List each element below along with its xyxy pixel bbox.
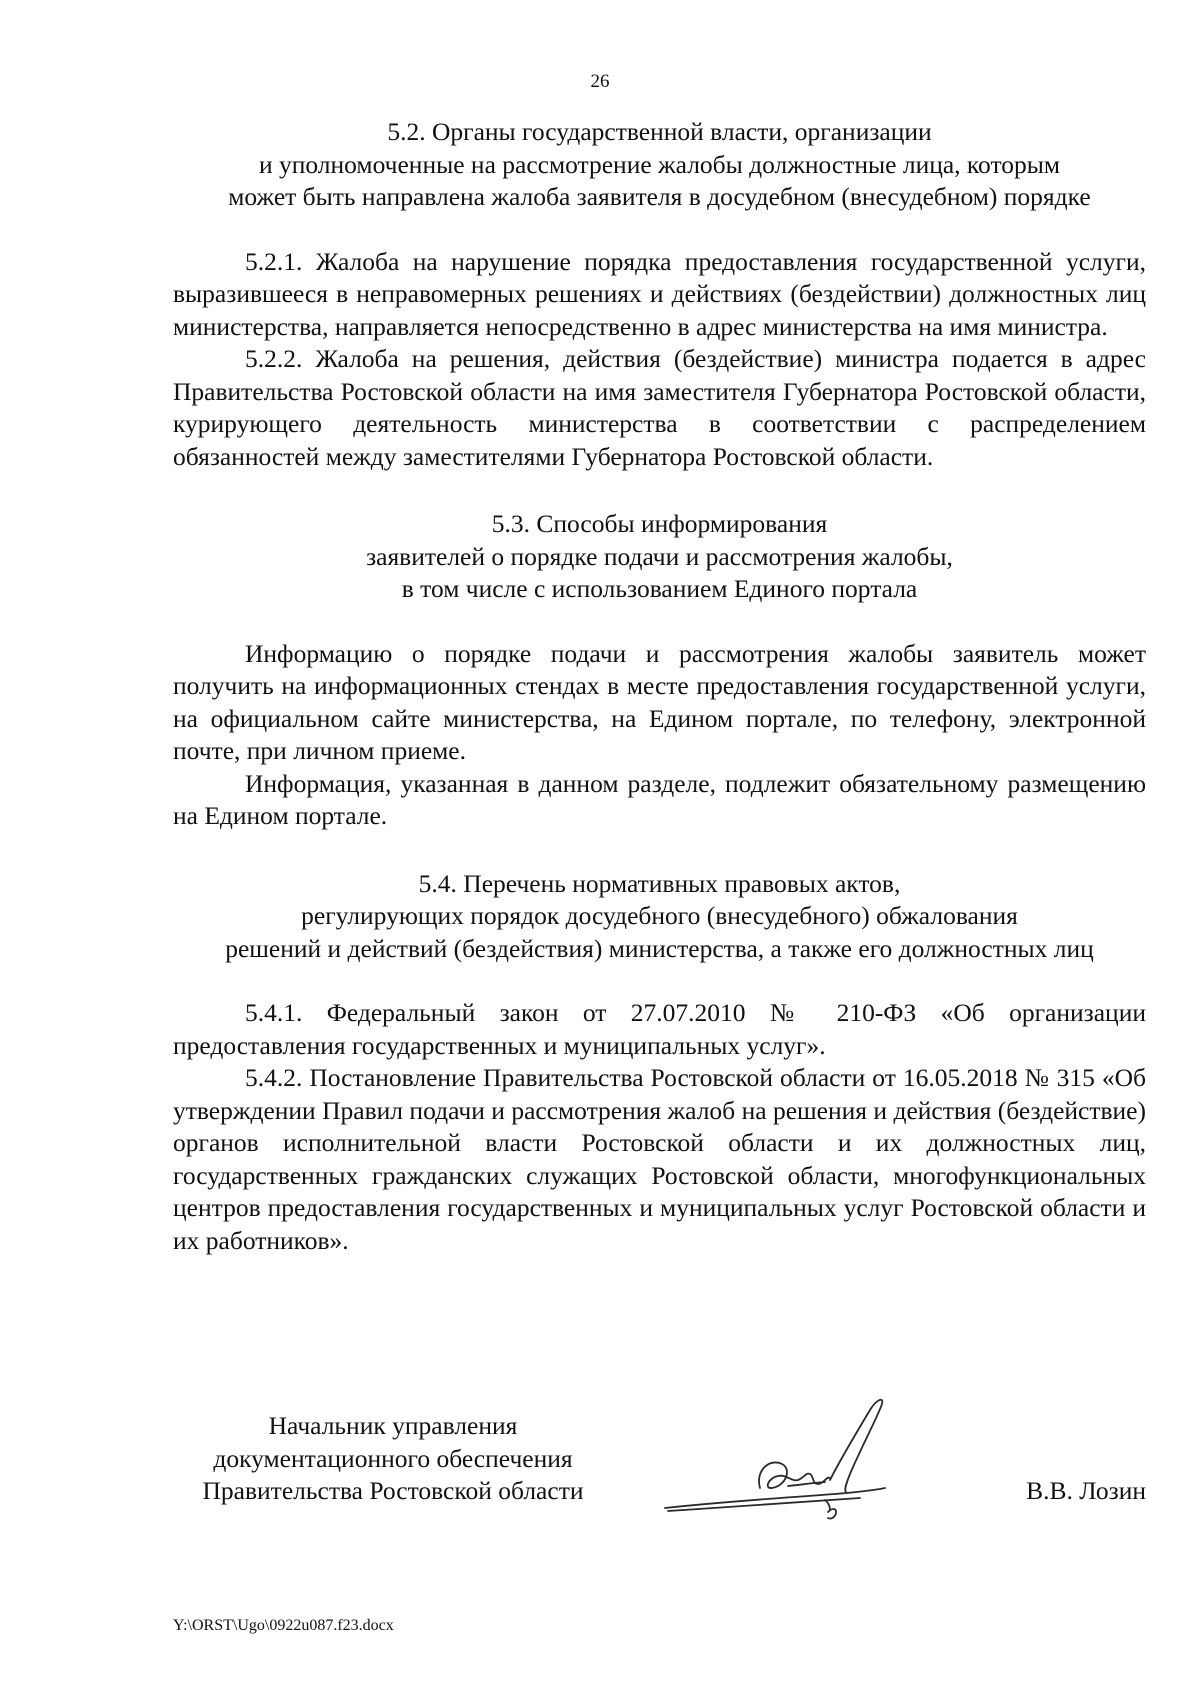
section-heading-5-3 <box>173 508 1146 606</box>
signatory-title-line: Правительства Ростовской области <box>202 1476 584 1505</box>
heading-line: в том числе с использованием Единого портала <box>401 574 918 603</box>
handwritten-signature <box>660 1390 950 1535</box>
section-heading-5-2 <box>173 116 1146 214</box>
paragraph-5-4-1: 5.4.1. Федеральный закон от 27.07.2010 № 210-ФЗ «Об организации предоставления государственных и муниципальных услуг». <box>173 998 1146 1060</box>
paragraph-5-2-1: 5.2.1. Жалоба на нарушение порядка предоставления государственной услуги, выразившееся в неправомерных решениях и действиях (бездействии) должностных лиц министерства, направляется непосредственно в адрес министерства на имя министра. <box>173 246 1146 341</box>
page-number: 26 <box>590 71 610 92</box>
paragraph-5-4-2: 5.4.2. Постановление Правительства Ростовской области от 16.05.2018 № 315 «Об утверждении Правил подачи и рассмотрения жалоб на решения и действия (бездействие) органов исполнительной власти Ростовской области и их должностных лиц, государственных гражданских служащих Ростовской области, многофункциональных центров предоставления государственных и муниципальных услуг Ростовской области и их работников». <box>173 1063 1146 1255</box>
heading-line: заявителей о порядке подачи и рассмотрения жалобы, <box>366 541 953 571</box>
heading-line: 5.2. Органы государственной власти, организации <box>387 117 932 146</box>
heading-line: и уполномоченные на рассмотрение жалобы должностные лица, которым <box>258 149 1061 179</box>
signature-block <box>0 1410 1200 1550</box>
paragraph-5-3-1: Информацию о порядке подачи и рассмотрения жалобы заявитель может получить на информационных стендах в месте предоставления государственной услуги, на официальном сайте министерства, на Едином портале, по телефону, электронной почте, при личном приеме. <box>173 638 1146 765</box>
section-heading-5-4 <box>173 868 1146 966</box>
heading-line: 5.3. Способы информирования <box>491 509 828 538</box>
paragraph-5-2-2: 5.2.2. Жалоба на решения, действия (бездействие) министра подается в адрес Правительства Ростовской области на имя заместителя Губернатора Ростовской области, курирующего деятельность министерства в соответствии с распределением обязанностей между заместителями Губернатора Ростовской области. <box>173 344 1146 471</box>
signatory-name: В.В. Лозин <box>1026 1476 1146 1505</box>
signatory-title-line: документационного обеспечения <box>213 1443 573 1473</box>
heading-line: решений и действий (бездействия) министерства, а также его должностных лиц <box>225 933 1094 963</box>
heading-line: 5.4. Перечень нормативных правовых актов, <box>418 868 901 898</box>
signatory-title <box>173 1410 613 1508</box>
heading-line: может быть направлена жалоба заявителя в досудебном (внесудебном) порядке <box>228 182 1091 211</box>
document-body <box>173 116 1146 1257</box>
heading-line: регулирующих порядок досудебного (внесудебного) обжалования <box>301 901 1018 930</box>
file-path-footer: Y:\ORST\Ugo\0922u087.f23.docx <box>173 1617 394 1634</box>
signatory-title-line: Начальник управления <box>268 1411 518 1440</box>
paragraph-5-3-2: Информация, указанная в данном разделе, подлежит обязательному размещению на Едином портале. <box>173 768 1146 830</box>
